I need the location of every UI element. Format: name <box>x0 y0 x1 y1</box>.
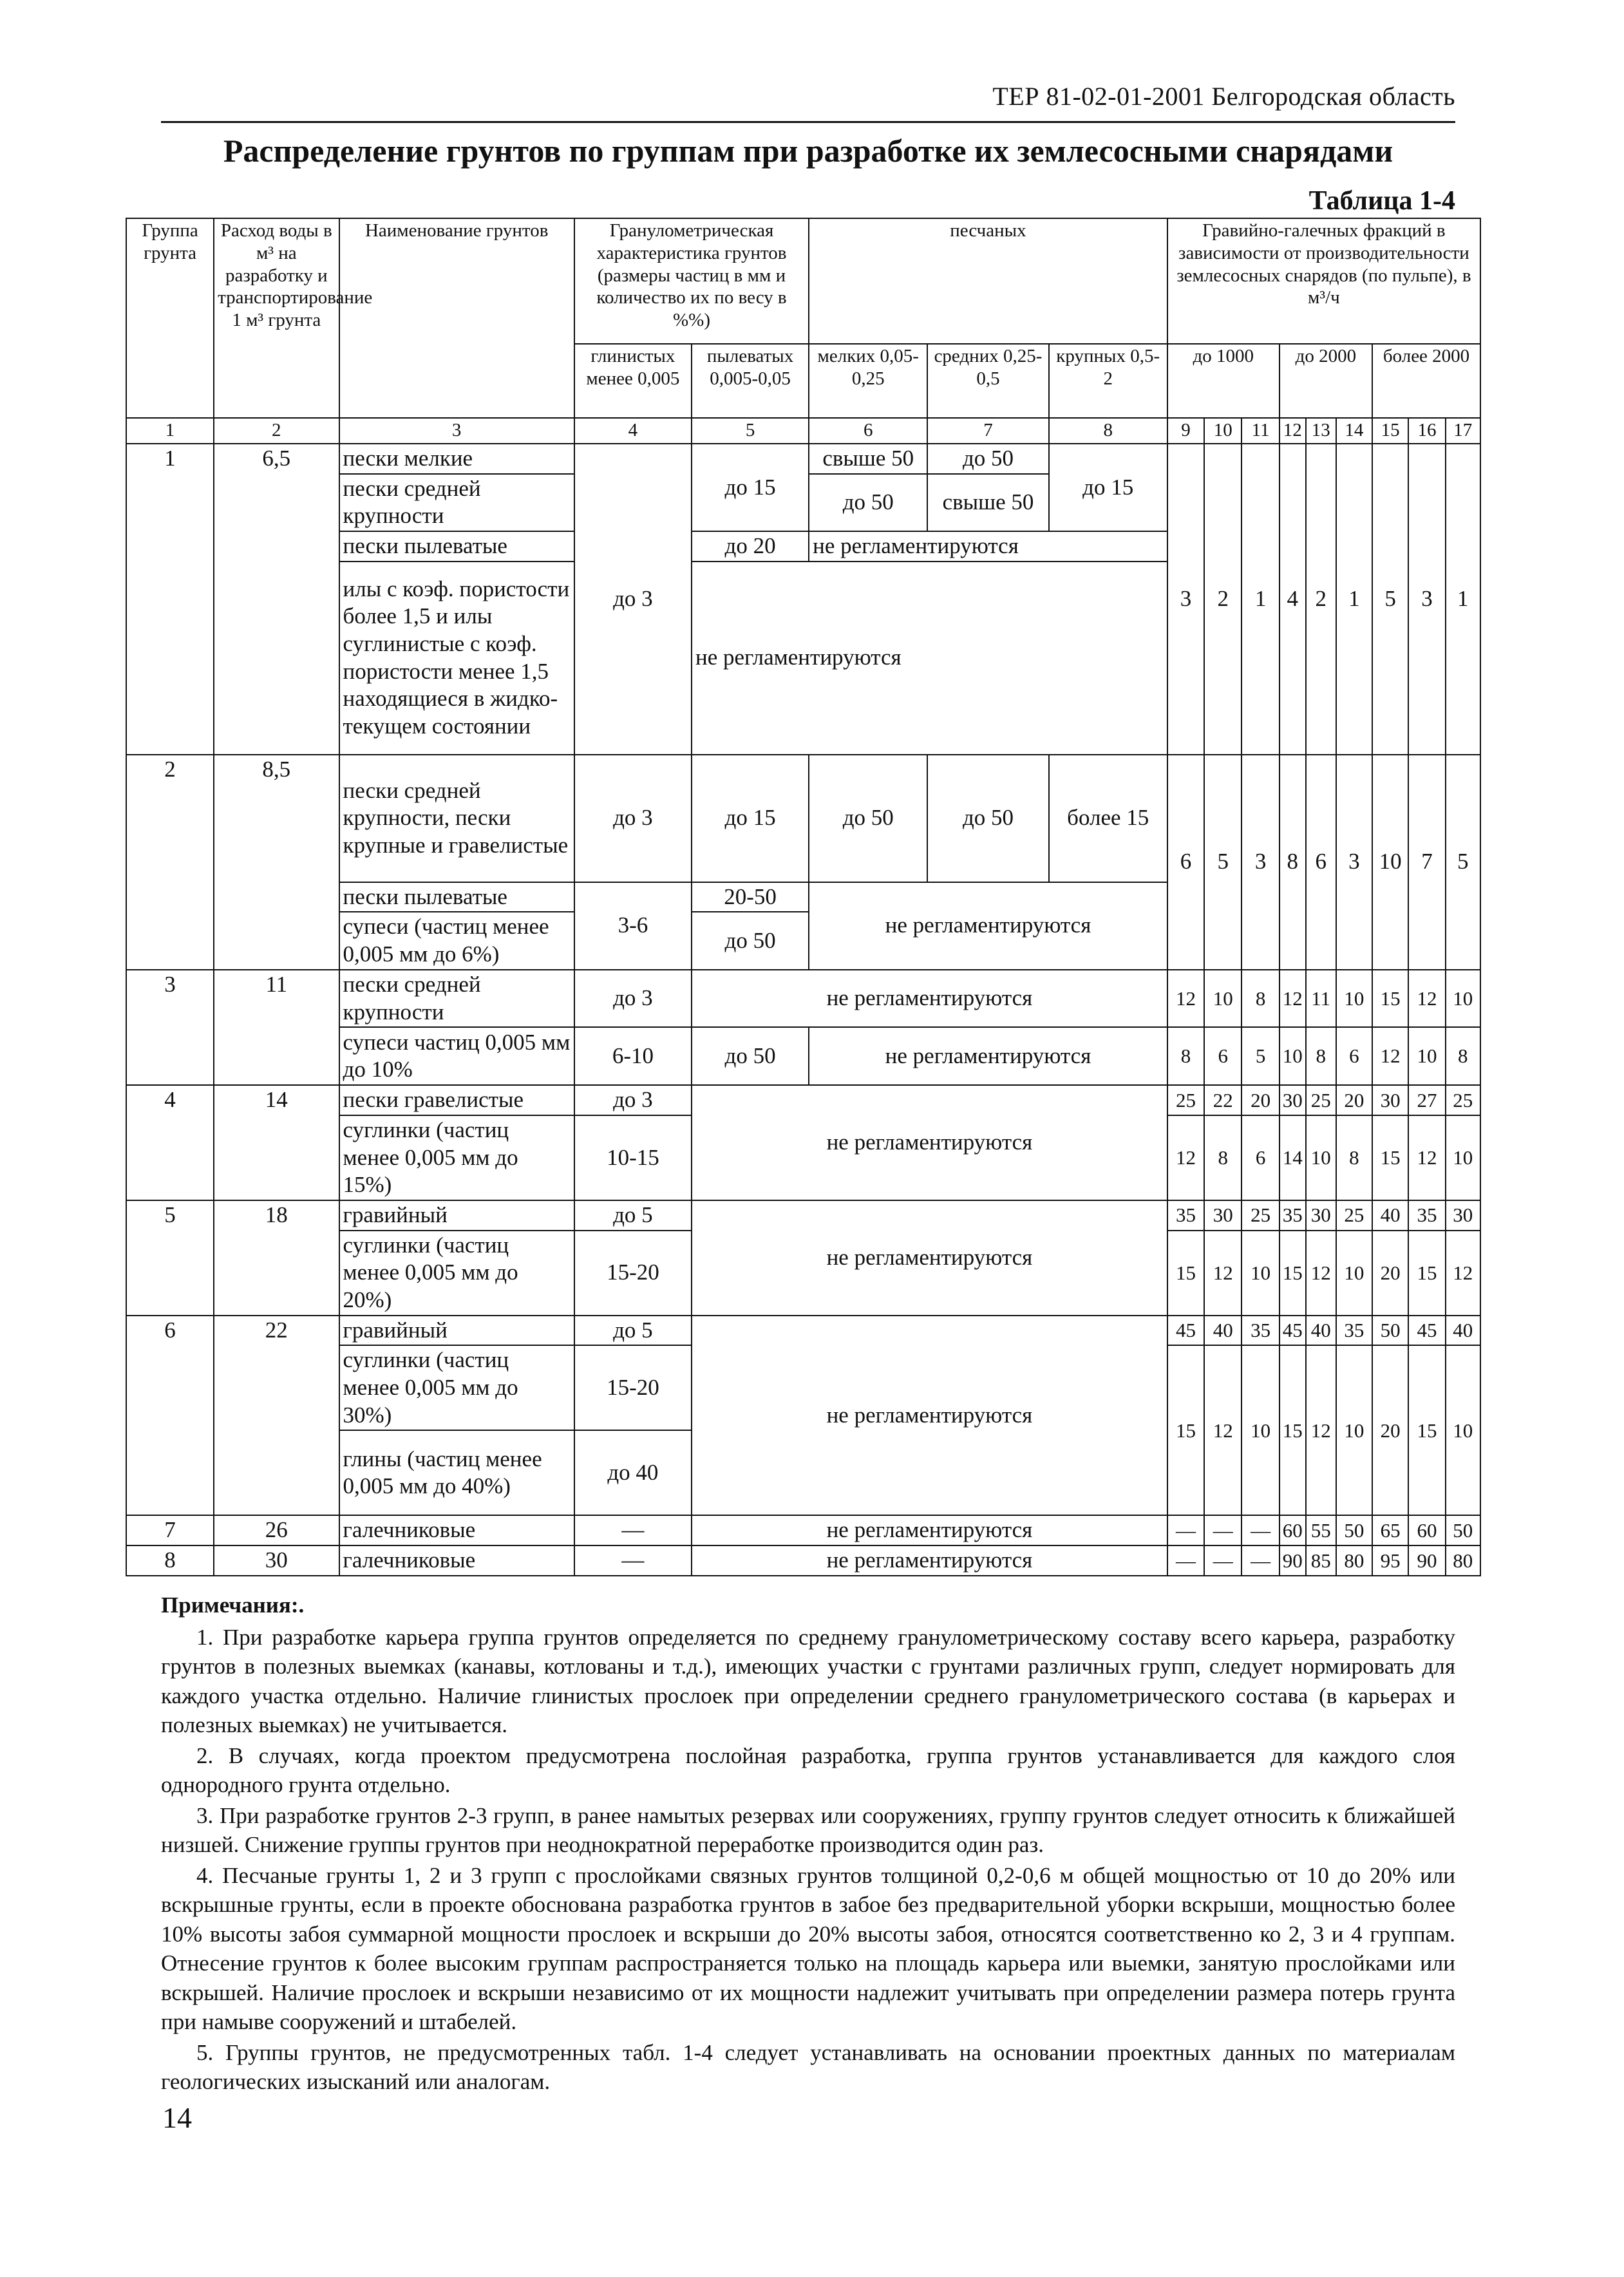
fraction-value: 6 <box>1306 755 1336 970</box>
fraction-value: 25 <box>1336 1200 1372 1231</box>
not-regulated: не регламентируются <box>692 1545 1167 1576</box>
soil-name: суглинки (частиц менее 0,005 мм до 15%) <box>339 1115 574 1200</box>
fraction-value: 6 <box>1167 755 1204 970</box>
water-consumption: 11 <box>214 970 339 1085</box>
fraction-value: 30 <box>1306 1200 1336 1231</box>
col-number: 1 <box>126 418 214 444</box>
fraction-value: 12 <box>1306 1231 1336 1316</box>
fraction-value: 20 <box>1336 1085 1372 1115</box>
fraction-value: 80 <box>1336 1545 1372 1576</box>
fraction-value: 7 <box>1408 755 1445 970</box>
clay-content: до 3 <box>574 1085 692 1115</box>
clay-content: до 40 <box>574 1430 692 1515</box>
clay-content: — <box>574 1515 692 1545</box>
fraction-value: 25 <box>1306 1085 1336 1115</box>
fraction-value: 45 <box>1167 1316 1204 1346</box>
group-number: 1 <box>126 444 214 755</box>
header-sandy: песчаных <box>809 218 1167 344</box>
fraction-value: 95 <box>1372 1545 1408 1576</box>
soil-name: супеси частиц 0,005 мм до 10% <box>339 1027 574 1085</box>
fraction-value: 40 <box>1446 1316 1480 1346</box>
soil-name: пески гравелистые <box>339 1085 574 1115</box>
fraction-value: 3 <box>1167 444 1204 755</box>
fraction-value: 12 <box>1446 1231 1480 1316</box>
notes-title: Примечания:. <box>161 1592 305 1618</box>
water-consumption: 14 <box>214 1085 339 1200</box>
coarse-content: до 15 <box>1049 444 1167 531</box>
fraction-value: 35 <box>1408 1200 1445 1231</box>
dust-content: 20-50 <box>692 882 809 912</box>
clay-content: до 3 <box>574 444 692 755</box>
not-regulated: не регламентируются <box>692 1200 1167 1316</box>
fraction-value: 5 <box>1242 1027 1279 1085</box>
fraction-value: 30 <box>1372 1085 1408 1115</box>
clay-content: 15-20 <box>574 1345 692 1430</box>
dust-content: до 15 <box>692 755 809 882</box>
not-regulated: не регламентируются <box>692 970 1167 1027</box>
fraction-value: 1 <box>1336 444 1372 755</box>
note-paragraph: 1. При разработке карьера группа грунтов определяется по среднему гранулометрическому составу всего карьера, разработку грунтов в полезных выемках (канавы, котлованы и т.д.), имеющих участки с грунтами различных групп, следует нормировать для каждого участка отдельно. Наличие глинистых прослоек при определении среднего гранулометрического состава (в карьерах и полезных выемках) не учитывается. <box>161 1624 1455 1737</box>
fraction-value: 20 <box>1242 1085 1279 1115</box>
header-clay: глинистых менее 0,005 <box>574 344 692 418</box>
fraction-value: 5 <box>1446 755 1480 970</box>
clay-content: 3-6 <box>574 882 692 970</box>
soil-name: пески средней крупности, пески крупные и гравелистые <box>339 755 574 882</box>
soil-name: гравийный <box>339 1316 574 1346</box>
soil-name: глины (частиц менее 0,005 мм до 40%) <box>339 1430 574 1515</box>
not-regulated: не регламентируются <box>809 882 1167 970</box>
header-granulometry: Гранулометрическая характеристика грунтов (размеры частиц в мм и количество их по весу в %%) <box>574 218 809 344</box>
fraction-value: 11 <box>1306 970 1336 1027</box>
col-number: 4 <box>574 418 692 444</box>
water-consumption: 26 <box>214 1515 339 1545</box>
fraction-value: — <box>1167 1545 1204 1576</box>
not-regulated: не регламентируются <box>692 1515 1167 1545</box>
clay-content: до 5 <box>574 1316 692 1346</box>
soil-name: пески средней крупности <box>339 474 574 531</box>
fraction-value: 3 <box>1408 444 1445 755</box>
fraction-value: 25 <box>1242 1200 1279 1231</box>
page-title: Распределение грунтов по группам при разработке их землесосными снарядами <box>223 133 1393 169</box>
document-header: ТЕР 81-02-01-2001 Белгородская область <box>992 82 1455 111</box>
clay-content: до 3 <box>574 755 692 882</box>
clay-content: 10-15 <box>574 1115 692 1200</box>
fraction-value: 10 <box>1336 970 1372 1027</box>
not-regulated: не регламентируются <box>692 1085 1167 1200</box>
note-paragraph: 4. Песчаные грунты 1, 2 и 3 групп с прослойками связных грунтов толщиной 0,2-0,6 м общей мощностью от 10 до 20% или вскрышные грунты, если в проекте обоснована разработка грунтов в забое без предварительной уборки вскрыши, мощностью более 10% высоты забоя суммарной мощности прослоек и вскрыши до 20% высоты забоя, относятся соответственно ко 2, 3 и 4 группам. Отнесение грунтов к более высоким группам распространяется только на площадь карьера или выемки, занятую прослойками или вскрышей. Наличие прослоек и вскрыши независимо от их мощности надлежит учитывать при определении размера потерь грунта при намыве сооружений и штабелей. <box>161 1862 1455 2034</box>
soil-groups-table <box>126 218 1481 1576</box>
note-paragraph: 2. В случаях, когда проектом предусмотрена послойная разработка, группа грунтов устанавливается для каждого слоя однородного грунта отдельно. <box>161 1743 1455 1797</box>
medium-content: свыше 50 <box>927 474 1048 531</box>
header-rule <box>161 121 1455 123</box>
fraction-value: 10 <box>1446 1115 1480 1200</box>
header-soil-name: Наименование грунтов <box>339 218 574 418</box>
group-number: 7 <box>126 1515 214 1545</box>
fraction-value: 90 <box>1279 1545 1306 1576</box>
fraction-value: 8 <box>1279 755 1306 970</box>
fraction-value: — <box>1204 1515 1242 1545</box>
clay-content: до 3 <box>574 970 692 1027</box>
fraction-value: 12 <box>1167 1115 1204 1200</box>
fraction-value: 35 <box>1242 1316 1279 1346</box>
soil-name: гравийный <box>339 1200 574 1231</box>
fraction-value: 50 <box>1336 1515 1372 1545</box>
fraction-value: 15 <box>1279 1345 1306 1515</box>
group-number: 6 <box>126 1316 214 1516</box>
group-number: 3 <box>126 970 214 1085</box>
header-coarse: крупных 0,5-2 <box>1049 344 1167 418</box>
fraction-value: 30 <box>1279 1085 1306 1115</box>
fraction-value: 6 <box>1336 1027 1372 1085</box>
group-number: 2 <box>126 755 214 970</box>
note-paragraph: 5. Группы грунтов, не предусмотренных табл. 1-4 следует устанавливать на основании проектных данных по материалам геологических изысканий или аналогам. <box>161 2039 1455 2094</box>
water-consumption: 8,5 <box>214 755 339 970</box>
col-number: 3 <box>339 418 574 444</box>
fraction-value: 27 <box>1408 1085 1445 1115</box>
not-regulated: не регламентируются <box>809 531 1167 562</box>
fraction-value: 90 <box>1408 1545 1445 1576</box>
fraction-value: 80 <box>1446 1545 1480 1576</box>
fraction-value: — <box>1204 1545 1242 1576</box>
col-number: 10 <box>1204 418 1242 444</box>
dust-content: до 20 <box>692 531 809 562</box>
header-upto-1000: до 1000 <box>1167 344 1279 418</box>
fine-content: до 50 <box>809 755 927 882</box>
not-regulated: не регламентируются <box>809 1027 1167 1085</box>
fraction-value: 12 <box>1372 1027 1408 1085</box>
fraction-value: 10 <box>1336 1231 1372 1316</box>
fraction-value: 15 <box>1167 1231 1204 1316</box>
soil-name: галечниковые <box>339 1545 574 1576</box>
fraction-value: 8 <box>1446 1027 1480 1085</box>
medium-content: до 50 <box>927 755 1048 882</box>
soil-name: пески пылеватые <box>339 882 574 912</box>
dust-content: до 15 <box>692 444 809 531</box>
fraction-value: 15 <box>1408 1231 1445 1316</box>
col-number: 15 <box>1372 418 1408 444</box>
fraction-value: 15 <box>1372 1115 1408 1200</box>
fraction-value: 35 <box>1336 1316 1372 1346</box>
water-consumption: 22 <box>214 1316 339 1516</box>
soil-name: супеси (частиц менее 0,005 мм до 6%) <box>339 912 574 969</box>
fraction-value: 45 <box>1279 1316 1306 1346</box>
fraction-value: 10 <box>1336 1345 1372 1515</box>
fraction-value: 15 <box>1167 1345 1204 1515</box>
fraction-value: 1 <box>1242 444 1279 755</box>
fraction-value: 10 <box>1279 1027 1306 1085</box>
fraction-value: 10 <box>1204 970 1242 1027</box>
fraction-value: 8 <box>1242 970 1279 1027</box>
header-dust: пылеватых 0,005-0,05 <box>692 344 809 418</box>
fraction-value: 30 <box>1446 1200 1480 1231</box>
clay-content: 6-10 <box>574 1027 692 1085</box>
header-medium: средних 0,25-0,5 <box>927 344 1048 418</box>
col-number: 13 <box>1306 418 1336 444</box>
fraction-value: — <box>1242 1515 1279 1545</box>
fraction-value: 5 <box>1204 755 1242 970</box>
fraction-value: 8 <box>1336 1115 1372 1200</box>
fraction-value: 12 <box>1408 970 1445 1027</box>
col-number: 5 <box>692 418 809 444</box>
not-regulated: не регламентируются <box>692 562 1167 755</box>
header-water: Расход воды в м³ на разработку и транспортирование 1 м³ грунта <box>214 218 339 418</box>
fraction-value: 3 <box>1336 755 1372 970</box>
fine-content: до 50 <box>809 474 927 531</box>
soil-name: пески пылеватые <box>339 531 574 562</box>
fraction-value: 8 <box>1204 1115 1242 1200</box>
fraction-value: 1 <box>1446 444 1480 755</box>
header-group: Группа грунта <box>126 218 214 418</box>
fraction-value: 15 <box>1372 970 1408 1027</box>
col-number: 16 <box>1408 418 1445 444</box>
group-number: 5 <box>126 1200 214 1316</box>
fraction-value: 10 <box>1408 1027 1445 1085</box>
col-number: 14 <box>1336 418 1372 444</box>
fraction-value: 85 <box>1306 1545 1336 1576</box>
soil-name: суглинки (частиц менее 0,005 мм до 30%) <box>339 1345 574 1430</box>
soil-name: суглинки (частиц менее 0,005 мм до 20%) <box>339 1231 574 1316</box>
soil-name: пески мелкие <box>339 444 574 474</box>
fraction-value: 40 <box>1306 1316 1336 1346</box>
water-consumption: 18 <box>214 1200 339 1316</box>
fraction-value: 12 <box>1306 1345 1336 1515</box>
clay-content: 15-20 <box>574 1231 692 1316</box>
coarse-content: более 15 <box>1049 755 1167 882</box>
fraction-value: 10 <box>1446 1345 1480 1515</box>
fraction-value: 8 <box>1167 1027 1204 1085</box>
fraction-value: 12 <box>1167 970 1204 1027</box>
fraction-value: 25 <box>1446 1085 1480 1115</box>
header-over-2000: более 2000 <box>1372 344 1480 418</box>
header-upto-2000: до 2000 <box>1279 344 1372 418</box>
col-number: 17 <box>1446 418 1480 444</box>
dust-content: до 50 <box>692 1027 809 1085</box>
water-consumption: 30 <box>214 1545 339 1576</box>
fraction-value: 60 <box>1408 1515 1445 1545</box>
fraction-value: 45 <box>1408 1316 1445 1346</box>
fraction-value: 40 <box>1204 1316 1242 1346</box>
fraction-value: 10 <box>1306 1115 1336 1200</box>
fraction-value: 35 <box>1279 1200 1306 1231</box>
fraction-value: 15 <box>1408 1345 1445 1515</box>
fraction-value: — <box>1167 1515 1204 1545</box>
fraction-value: 2 <box>1306 444 1336 755</box>
fraction-value: 10 <box>1242 1231 1279 1316</box>
fraction-value: 50 <box>1372 1316 1408 1346</box>
fraction-value: 10 <box>1446 970 1480 1027</box>
page-number: 14 <box>162 2101 192 2134</box>
note-paragraph: 3. При разработке грунтов 2-3 групп, в ранее намытых резервах или сооружениях, группу грунтов следует относить к ближайшей низшей. Снижение группы грунтов при неоднократной переработке производится один раз. <box>161 1802 1455 1857</box>
fraction-value: 3 <box>1242 755 1279 970</box>
col-number: 7 <box>927 418 1048 444</box>
fraction-value: 10 <box>1372 755 1408 970</box>
not-regulated: не регламентируются <box>692 1316 1167 1516</box>
table-label: Таблица 1-4 <box>1308 186 1455 216</box>
col-number: 9 <box>1167 418 1204 444</box>
group-number: 4 <box>126 1085 214 1200</box>
col-number: 11 <box>1242 418 1279 444</box>
fraction-value: 5 <box>1372 444 1408 755</box>
fraction-value: 40 <box>1372 1200 1408 1231</box>
fraction-value: 15 <box>1279 1231 1306 1316</box>
header-fine: мелких 0,05-0,25 <box>809 344 927 418</box>
fraction-value: 30 <box>1204 1200 1242 1231</box>
fraction-value: 20 <box>1372 1231 1408 1316</box>
clay-content: до 5 <box>574 1200 692 1231</box>
medium-content: до 50 <box>927 444 1048 474</box>
fraction-value: 12 <box>1279 970 1306 1027</box>
fraction-value: 8 <box>1306 1027 1336 1085</box>
col-number: 8 <box>1049 418 1167 444</box>
soil-name: илы с коэф. пористости более 1,5 и илы суглинистые с коэф. пористости менее 1,5 находящиеся в жидко-текущем состоянии <box>339 562 574 755</box>
soil-name: пески средней крупности <box>339 970 574 1027</box>
fraction-value: 22 <box>1204 1085 1242 1115</box>
fraction-value: 20 <box>1372 1345 1408 1515</box>
fraction-value: 60 <box>1279 1515 1306 1545</box>
notes-section <box>161 1591 1455 2098</box>
col-number: 12 <box>1279 418 1306 444</box>
water-consumption: 6,5 <box>214 444 339 755</box>
fraction-value: 4 <box>1279 444 1306 755</box>
soil-name: галечниковые <box>339 1515 574 1545</box>
clay-content: — <box>574 1545 692 1576</box>
fraction-value: 12 <box>1204 1345 1242 1515</box>
fraction-value: 55 <box>1306 1515 1336 1545</box>
fraction-value: 6 <box>1204 1027 1242 1085</box>
fraction-value: 12 <box>1408 1115 1445 1200</box>
fraction-value: 2 <box>1204 444 1242 755</box>
fraction-value: 25 <box>1167 1085 1204 1115</box>
fraction-value: 12 <box>1204 1231 1242 1316</box>
fraction-value: 50 <box>1446 1515 1480 1545</box>
group-number: 8 <box>126 1545 214 1576</box>
col-number: 6 <box>809 418 927 444</box>
col-number: 2 <box>214 418 339 444</box>
dust-content: до 50 <box>692 912 809 969</box>
fraction-value: 10 <box>1242 1345 1279 1515</box>
fraction-value: 6 <box>1242 1115 1279 1200</box>
fraction-value: — <box>1242 1545 1279 1576</box>
fine-content: свыше 50 <box>809 444 927 474</box>
fraction-value: 14 <box>1279 1115 1306 1200</box>
fraction-value: 65 <box>1372 1515 1408 1545</box>
header-gravel: Гравийно-галечных фракций в зависимости от производительности землесосных снарядов (по пульпе), в м³/ч <box>1167 218 1480 344</box>
fraction-value: 35 <box>1167 1200 1204 1231</box>
